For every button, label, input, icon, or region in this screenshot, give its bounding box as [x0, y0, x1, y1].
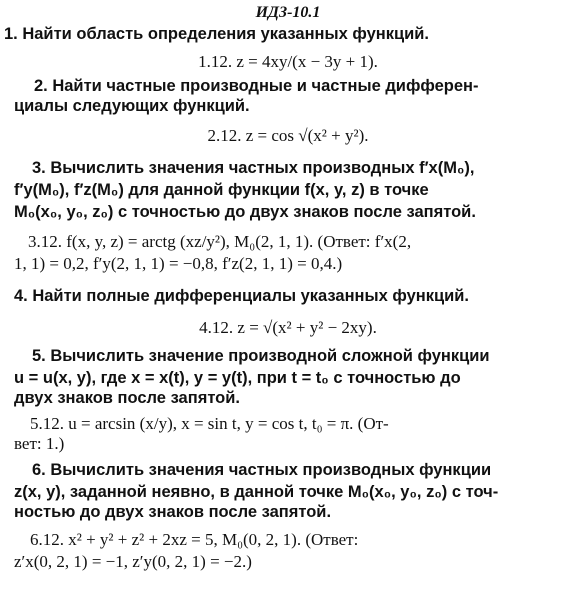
formula-6-12-line-2: z′x(0, 2, 1) = −1, z′y(0, 2, 1) = −2.)	[14, 552, 252, 571]
task-5-text-line-2: u = u(x, y), где x = x(t), y = y(t), при t = t₀ с точностью до	[14, 369, 461, 387]
task-2-text-line-1: 2. Найти частные производные и частные дифферен-	[34, 77, 479, 95]
task-2-text-line-2: циалы следующих функций.	[14, 97, 250, 115]
formula-3-12-line-1: 3.12. f(x, y, z) = arctg (xz/y²), M₀(2, 1, 1). (Ответ: f′x(2,	[28, 232, 412, 251]
page-title: ИДЗ-10.1	[255, 4, 321, 21]
task-5-text-line-1: 5. Вычислить значение производной сложной функции	[32, 347, 490, 365]
task-6-text-line-3: ностью до двух знаков после запятой.	[14, 503, 332, 521]
task-1-text: 1. Найти область определения указанных функций.	[4, 25, 429, 43]
task-6-text-line-2: z(x, y), заданной неявно, в данной точке M₀(x₀, y₀, z₀) с точ-	[14, 483, 499, 501]
task-3-text-line-3: M₀(x₀, y₀, z₀) с точностью до двух знаков после запятой.	[14, 203, 476, 221]
formula-4-12: 4.12. z = √(x² + y² − 2xy).	[199, 318, 377, 337]
formula-5-12-line-1: 5.12. u = arcsin (x/y), x = sin t, y = cos t, t₀ = π. (От-	[30, 414, 389, 433]
formula-6-12-line-1: 6.12. x² + y² + z² + 2xz = 5, M₀(0, 2, 1). (Ответ:	[30, 530, 359, 549]
task-3-text-line-1: 3. Вычислить значения частных производных f′x(M₀),	[32, 159, 475, 177]
formula-3-12-line-2: 1, 1) = 0,2, f′y(2, 1, 1) = −0,8, f′z(2, 1, 1) = 0,4.)	[14, 254, 343, 273]
task-4-text: 4. Найти полные дифференциалы указанных функций.	[14, 287, 470, 305]
formula-1-12: 1.12. z = 4xy/(x − 3y + 1).	[198, 52, 378, 71]
task-5-text-line-3: двух знаков после запятой.	[14, 389, 240, 407]
formula-2-12: 2.12. z = cos √(x² + y²).	[207, 126, 369, 145]
task-6-text-line-1: 6. Вычислить значения частных производных функции	[32, 461, 492, 479]
formula-5-12-line-2: вет: 1.)	[14, 434, 65, 453]
task-3-text-line-2: f′y(M₀), f′z(M₀) для данной функции f(x, y, z) в точке	[14, 181, 429, 199]
